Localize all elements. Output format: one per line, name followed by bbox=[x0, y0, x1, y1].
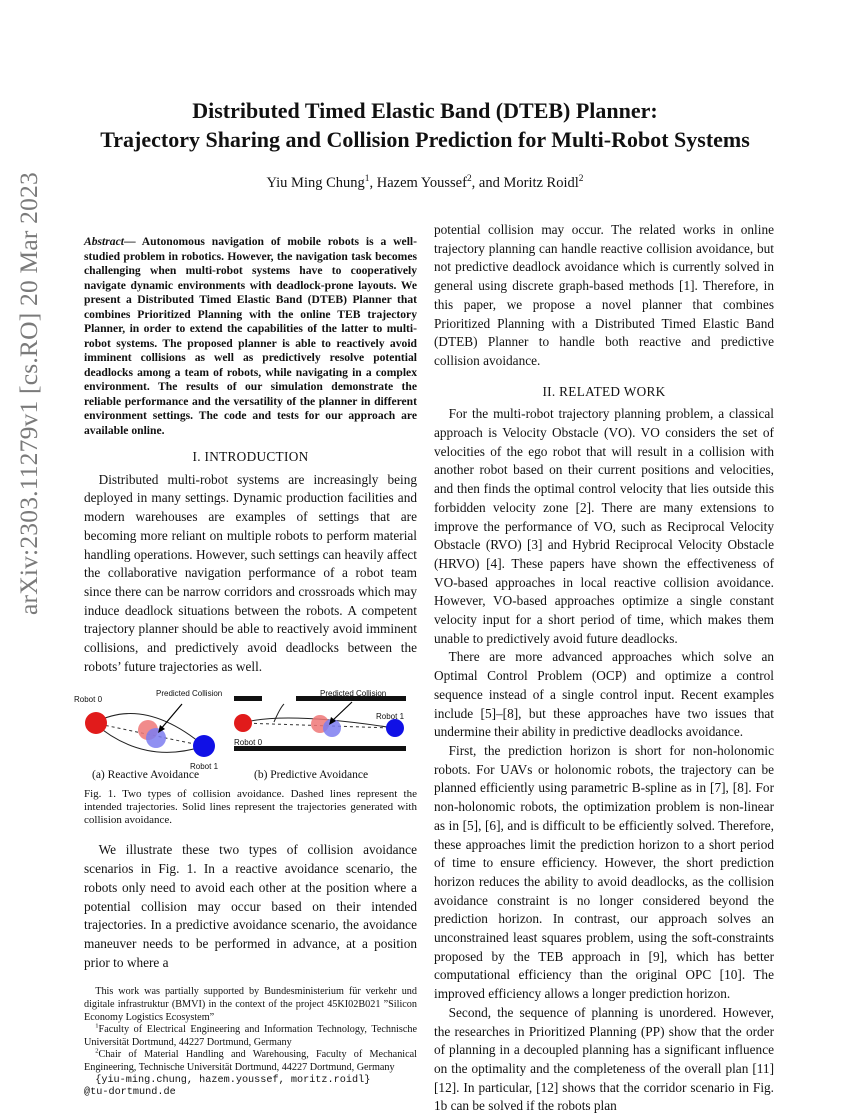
footnote-mark: 1 bbox=[95, 1022, 99, 1030]
footnote-mark: 2 bbox=[95, 1047, 99, 1055]
affiliation-footnote: Faculty of Electrical Engineering and Information Technology, Technische Universität Dortmund, 44227 Dortmund, Germany bbox=[84, 1024, 417, 1048]
author-name: and Moritz Roidl bbox=[478, 175, 579, 191]
subfigure-b-caption: (b) Predictive Avoidance bbox=[254, 769, 369, 782]
arxiv-identifier: arXiv:2303.11279v1 [cs.RO] 20 Mar 2023 bbox=[14, 172, 43, 615]
footnotes bbox=[84, 986, 417, 1099]
paragraph: There are more advanced approaches which solve an Optimal Control Problem (OCP) and optimize a control sequence instead of a single control input. Recent examples include [5]–[8], but these approaches have two issues that undermine their ability in predictive deadlocks avoidance. bbox=[434, 649, 774, 740]
figure-1 bbox=[74, 686, 417, 782]
title-line-1: Distributed Timed Elastic Band (DTEB) Planner: bbox=[192, 98, 658, 123]
affiliation-mark: 2 bbox=[578, 174, 584, 185]
paragraph: First, the prediction horizon is short for non-holonomic robots. For UAVs or holonomic robots, the trajectory can be planned efficiently using parametric B-spline as in [7], [8]. For non-holonomic robots, the optimization problem is non-linear as in [5], [6], and is difficult to be efficiently solved. Therefore, these approaches limit the prediction horizon to a short period of time to ensure efficiency. However, the short prediction horizon reduces the ability to avoid deadlocks, as the collision avoidance constraint is no longer considered beyond the prediction horizon. In contrast, our approach solves an unconstrained least squares problem, using the soft-constraints proposed by the TEB approach in [9], which has better computational efficiency than the original OPC [10]. The improved efficiency allows a longer prediction horizon. bbox=[434, 742, 774, 1002]
affiliation-mark: 1 bbox=[364, 174, 370, 185]
robot-1-ghost bbox=[146, 728, 166, 748]
robot-0-marker bbox=[85, 712, 107, 734]
label-predicted-collision: Predicted Collision bbox=[320, 689, 387, 699]
left-column bbox=[74, 235, 417, 1100]
abstract-label: Abstract bbox=[84, 235, 124, 248]
paragraph: We illustrate these two types of collision avoidance scenarios in Fig. 1. In a reactive avoidance scenario, the robots only need to avoid each other at the position where a potential collision may occur based on their intended trajectories. In a predictive avoidance scenario, the avoidance maneuver needs to be performed in advance, at a position prior to where a bbox=[84, 842, 417, 970]
subfigure-a-caption: (a) Reactive Avoidance bbox=[92, 769, 200, 782]
paragraph: potential collision may occur. The related works in online trajectory planning can handle reactive collision avoidance, but not predictive deadlock avoidance which is currently solved in general using discrete graph-based methods [1]. Therefore, in this paper, we propose a novel planner that combines Prioritized Planning with a Distributed Timed Elastic Band (DTEB) Planner to handle both reactive and predictive collision avoidance. bbox=[434, 222, 774, 368]
robot-1-marker bbox=[193, 735, 215, 757]
robot-0-marker bbox=[234, 714, 252, 732]
section-heading-related-work: II. RELATED WORK bbox=[542, 383, 666, 399]
abstract-text: — Autonomous navigation of mobile robots is a well-studied problem in robotics. However, the navigation task becomes challenging when multi-robot systems have to cooperatively navigate dynamic environments with deadlock-prone layouts. We present a Distributed Timed Elastic Band (DTEB) Planner that combines Prioritized Planning with the online TEB trajectory Planner, in order to extend the capabilities of the latter to multi-robot systems. The proposed planner is able to reactively avoid imminent collisions as well as predictively resolve potential deadlocks among a team of robots, while navigating in a complex environment. The results of our simulation demonstrate the reliable performance and the versatility of the planner in different environment settings. The code and tests for our approach are available online. bbox=[84, 235, 417, 437]
author-name: Hazem Youssef bbox=[376, 175, 467, 191]
author-list: Yiu Ming Chung$^1$, Hazem Youssef$^2$, and Moritz Roidl$^2$ bbox=[266, 174, 584, 191]
author-emails: {yiu-ming.chung, hazem.youssef, moritz.roidl} bbox=[95, 1074, 371, 1086]
funding-footnote: This work was partially supported by Bundesministerium für verkehr und digitale infrastruktur (BMVI) in the context of the project 45KI02B021 ”Silicon Economy Logistics Ecosystem” bbox=[84, 986, 417, 1023]
label-robot-1: Robot 1 bbox=[376, 712, 405, 722]
author-name: Yiu Ming Chung bbox=[266, 175, 365, 191]
label-robot-1: Robot 1 bbox=[190, 762, 219, 772]
email-domain: @tu-dortmund.de bbox=[84, 1087, 176, 1099]
label-predicted-collision: Predicted Collision bbox=[156, 689, 223, 699]
abstract bbox=[84, 235, 417, 438]
figure-caption: Fig. 1. Two types of collision avoidance. Dashed lines represent the intended trajectories. Solid lines represent the trajectories generated with collision avoidance. bbox=[84, 788, 417, 827]
paper-title bbox=[60, 96, 790, 154]
right-column bbox=[434, 221, 774, 1116]
affiliation-mark: 2 bbox=[466, 174, 472, 185]
title-line-2: Trajectory Sharing and Collision Prediction for Multi-Robot Systems bbox=[100, 127, 750, 152]
label-robot-0: Robot 0 bbox=[234, 738, 263, 748]
paragraph: For the multi-robot trajectory planning problem, a classical approach is Velocity Obstacle (VO). VO considers the set of velocities of the ego robot that will result in a collision with another robot based on their current positions and velocities, and then finds the optimal control velocity that lies outside this forbidden velocity zone [2]. There are many extensions to improve the performance of VO, such as Reciprocal Velocity Obstacle (RVO) [3] and Hybrid Reciprocal Velocity Obstacle (HRVO) [4]. These papers have shown the effectiveness of VO-based approaches in local reactive collision avoidance. However, VO-based approaches optimize a single constant velocity input for a short period of time, which makes them unable to predictively avoid future deadlocks. bbox=[434, 406, 774, 646]
affiliation-footnote: Chair of Material Handling and Warehousing, Faculty of Mechanical Engineering, Technische Universität Dortmund, 44227 Dortmund, Germany bbox=[84, 1049, 417, 1073]
paragraph: Second, the sequence of planning is unordered. However, the researches in Prioritized Planning (PP) show that the order of planning in a decoupled planning has a significant influence on the optimality and the completeness of the overall plan [11] [12]. In particular, [12] shows that the corridor scenario in Fig. 1b can be solved if the robots plan bbox=[434, 1004, 774, 1114]
label-robot-0: Robot 0 bbox=[74, 695, 103, 705]
section-heading-introduction: I. INTRODUCTION bbox=[192, 449, 309, 464]
paragraph: Distributed multi-robot systems are increasingly being deployed in many settings. Dynamic production facilities and modern warehouses are examples of settings that are becoming more reliant on multiple robots to perform material handling operations. However, such settings can heavily affect the collaborative navigation performance of a robot team since there can be narrow corridors and crossroads which may induce deadlock situations between the robots. A competent trajectory planner should be able to reactively avoid imminent collisions, and predictively avoid deadlocks between the robots’ future trajectories as well. bbox=[84, 471, 417, 674]
